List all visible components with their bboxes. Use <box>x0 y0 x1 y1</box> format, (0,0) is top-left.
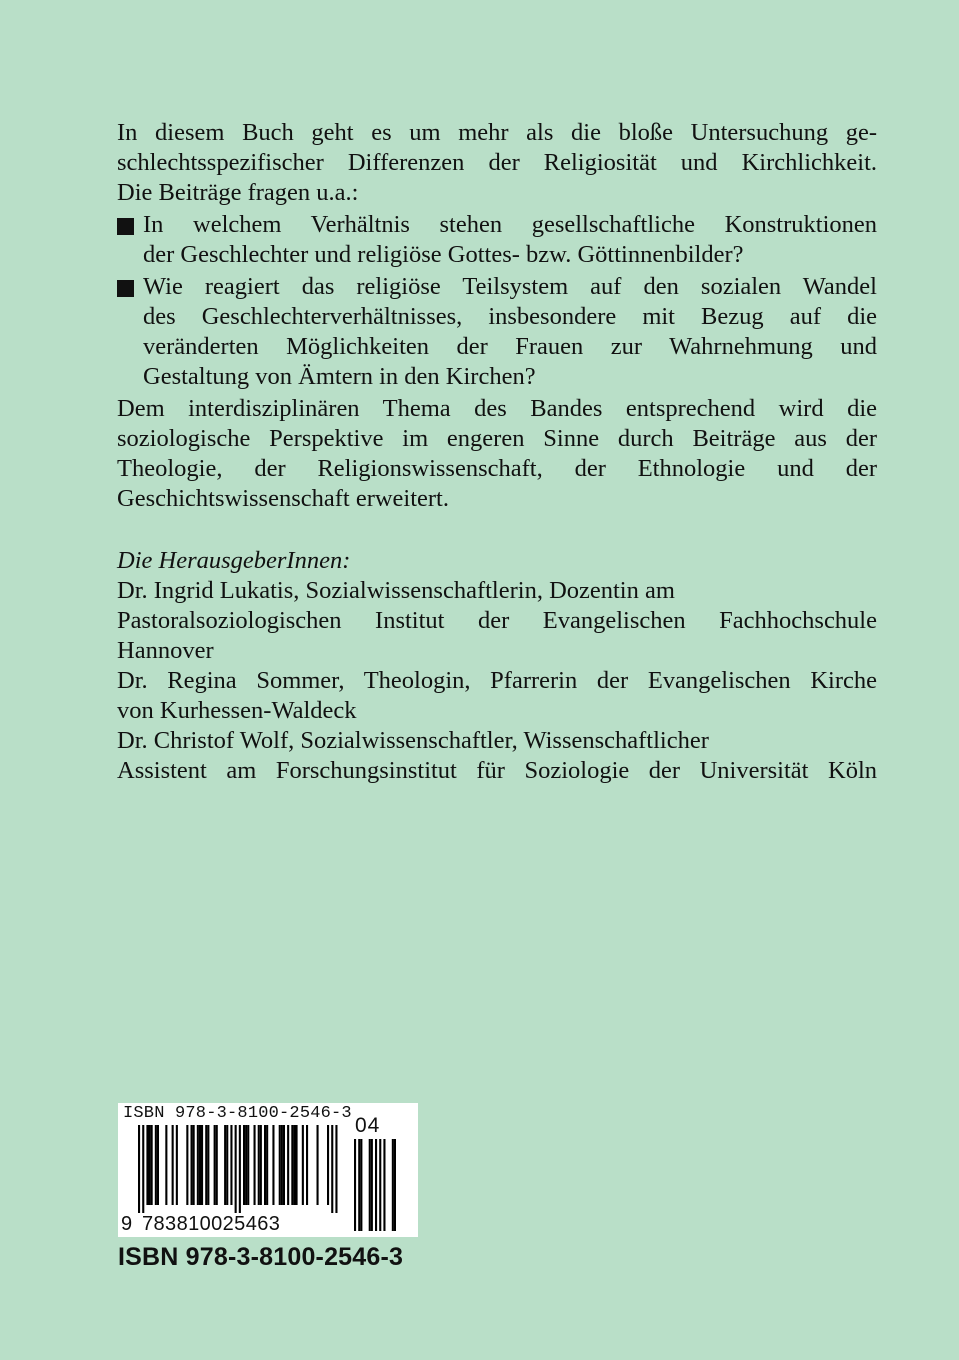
back-cover-text <box>117 118 877 786</box>
barcode-addon-digits: 04 <box>355 1114 381 1137</box>
summary-line: Geschichtswissenschaft erweitert. <box>117 485 449 512</box>
editor-entry <box>117 666 877 726</box>
ean13-barcode-bars <box>138 1125 350 1213</box>
barcode-bar <box>302 1125 304 1205</box>
summary-line: Dem interdisziplinären Thema des Bandes entsprechend wird die <box>117 395 877 422</box>
summary-line: Theologie, der Religionswissenschaft, der Ethnologie und der <box>117 455 877 482</box>
barcode-bar <box>291 1125 293 1205</box>
barcode-bar <box>266 1125 268 1205</box>
bullet-square-icon <box>117 280 134 297</box>
question-line: des Geschlechterverhältnisses, insbesondere mit Bezug auf die <box>143 303 877 330</box>
intro-line: In diesem Buch geht es um mehr als die bloße Untersuchung ge- <box>117 119 877 146</box>
barcode-bar <box>207 1125 209 1205</box>
barcode-bar <box>335 1125 337 1213</box>
barcode-bar <box>358 1139 360 1231</box>
editor-entry <box>117 726 877 786</box>
barcode-bar <box>375 1139 377 1231</box>
editor-line: Assistent am Forschungsinstitut für Soziologie der Universität Köln <box>117 757 877 784</box>
addon-barcode-bars <box>354 1139 410 1231</box>
barcode-bar <box>165 1125 167 1205</box>
barcode-bar <box>264 1125 266 1205</box>
barcode-bar <box>379 1139 381 1231</box>
barcode-bar <box>394 1139 396 1231</box>
barcode-bar <box>243 1125 245 1205</box>
barcode-bar <box>149 1125 151 1205</box>
question-item <box>117 272 877 392</box>
intro-line: schlechtsspezifischer Differenzen der Religiosität und Kirchlichkeit. <box>117 149 877 176</box>
barcode-bar <box>216 1125 218 1205</box>
editors-heading: Die HerausgeberInnen: <box>117 547 351 574</box>
barcode-bar <box>331 1125 333 1213</box>
barcode-bar <box>293 1125 295 1205</box>
barcode-bar <box>306 1125 308 1205</box>
barcode-bar <box>247 1125 249 1205</box>
barcode-bar <box>383 1139 385 1231</box>
barcode-bar <box>172 1125 174 1205</box>
editor-line: von Kurhessen-Waldeck <box>117 697 357 724</box>
barcode-bar <box>260 1125 262 1205</box>
barcode-bar <box>239 1125 241 1213</box>
barcode-bar <box>155 1125 157 1205</box>
isbn-barcode <box>118 1103 418 1237</box>
barcode-bar <box>176 1125 178 1205</box>
editor-line: Dr. Regina Sommer, Theologin, Pfarrerin der Evangelischen Kirche <box>117 667 877 694</box>
barcode-bar <box>272 1125 274 1205</box>
barcode-bar <box>360 1139 362 1231</box>
summary-line: soziologische Perspektive im engeren Sinne durch Beiträge aus der <box>117 425 877 452</box>
barcode-bar <box>327 1125 329 1205</box>
barcode-bar <box>254 1125 256 1205</box>
isbn-number: ISBN 978-3-8100-2546-3 <box>118 1243 404 1271</box>
barcode-first-digit: 9 <box>121 1213 133 1235</box>
barcode-bar <box>138 1125 140 1213</box>
question-line: der Geschlechter und religiöse Gottes- bzw. Göttinnenbilder? <box>143 241 744 268</box>
barcode-bar <box>226 1125 228 1205</box>
intro-paragraph <box>117 118 877 208</box>
summary-paragraph <box>117 394 877 514</box>
barcode-bar <box>235 1125 237 1213</box>
question-line: In welchem Verhältnis stehen gesellschaftliche Konstruktionen <box>143 211 877 238</box>
barcode-bar <box>245 1125 247 1205</box>
barcode-bar <box>214 1125 216 1205</box>
barcode-bar <box>354 1139 356 1231</box>
barcode-bar <box>224 1125 226 1205</box>
barcode-bar <box>281 1125 283 1205</box>
barcode-bar <box>392 1139 394 1231</box>
editor-line: Hannover <box>117 637 214 664</box>
barcode-bar <box>191 1125 193 1205</box>
barcode-bar <box>142 1125 144 1213</box>
editor-line: Dr. Christof Wolf, Sozialwissenschaftler, Wissenschaftlicher <box>117 727 709 754</box>
barcode-bar <box>157 1125 159 1205</box>
barcode-digits: 783810025463 <box>142 1213 281 1235</box>
barcode-bar <box>230 1125 232 1205</box>
editor-entry <box>117 576 877 666</box>
barcode-bar <box>186 1125 188 1205</box>
question-line: Wie reagiert das religiöse Teilsystem auf den sozialen Wandel <box>143 273 877 300</box>
barcode-bar <box>258 1125 260 1205</box>
editor-line: Pastoralsoziologischen Institut der Evangelischen Fachhochschule <box>117 607 877 634</box>
barcode-bar <box>287 1125 289 1205</box>
barcode-bar <box>369 1139 371 1231</box>
barcode-bar <box>201 1125 203 1205</box>
intro-line: Die Beiträge fragen u.a.: <box>117 179 359 206</box>
question-line: veränderten Möglichkeiten der Frauen zur Wahrnehmung und <box>143 333 877 360</box>
barcode-bar <box>193 1125 195 1205</box>
question-item <box>117 210 877 270</box>
question-line: Gestaltung von Ämtern in den Kirchen? <box>143 363 536 390</box>
bullet-square-icon <box>117 218 134 235</box>
barcode-isbn-label: ISBN 978-3-8100-2546-3 <box>123 1104 352 1123</box>
barcode-bar <box>151 1125 153 1205</box>
barcode-bar <box>205 1125 207 1205</box>
barcode-bar <box>296 1125 298 1205</box>
editor-line: Dr. Ingrid Lukatis, Sozialwissenschaftlerin, Dozentin am <box>117 577 675 604</box>
barcode-bar <box>197 1125 199 1205</box>
barcode-bar <box>317 1125 319 1205</box>
barcode-bar <box>283 1125 285 1205</box>
barcode-bar <box>279 1125 281 1205</box>
barcode-bar <box>199 1125 201 1205</box>
barcode-bar <box>146 1125 148 1205</box>
barcode-bar <box>371 1139 373 1231</box>
